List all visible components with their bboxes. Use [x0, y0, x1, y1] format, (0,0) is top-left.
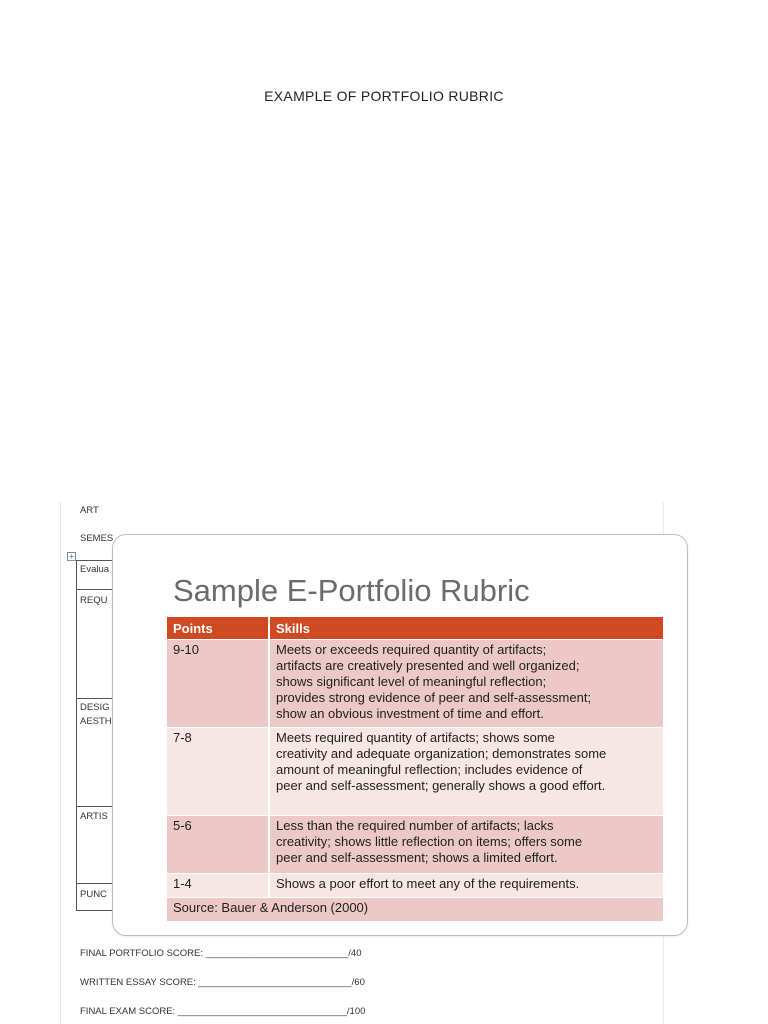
form-label-evaluation: Evalua [80, 564, 110, 575]
form-row-divider [76, 806, 112, 807]
skill-line: Shows a poor effort to meet any of the requirements. [276, 876, 580, 891]
rubric-row [167, 816, 663, 874]
form-table-left-border [76, 560, 77, 910]
score-max: /60 [351, 977, 365, 988]
form-table-top-border [76, 560, 112, 561]
skill-line: Less than the required number of artifacts; lacks [276, 818, 554, 833]
written-essay-score-row [80, 977, 365, 988]
points-header: Points [167, 617, 269, 640]
rubric-source-row [167, 898, 663, 922]
score-label: WRITTEN ESSAY SCORE: [80, 977, 199, 988]
final-portfolio-score-row [80, 948, 362, 959]
form-label-art: ART [80, 505, 99, 516]
form-table-bottom-border [76, 910, 112, 911]
points-cell: 1-4 [167, 874, 269, 898]
score-max: /100 [346, 1006, 366, 1017]
score-max: /40 [348, 948, 362, 959]
score-blank: _____________________________ [198, 977, 352, 988]
skills-cell [269, 874, 663, 898]
rubric-row [167, 874, 663, 898]
form-label-requirements: REQU [80, 595, 108, 606]
skill-line: peer and self-assessment; generally shows a good effort. [276, 778, 606, 793]
skills-header: Skills [269, 617, 663, 640]
points-cell: 9-10 [167, 640, 269, 728]
form-label-semester: SEMES [80, 533, 114, 544]
rubric-slide-card [112, 534, 688, 936]
rubric-header-row [167, 617, 663, 640]
form-label-design: DESIG [80, 702, 110, 713]
skills-cell [269, 640, 663, 728]
source-citation: Source: Bauer & Anderson (2000) [167, 898, 663, 922]
score-label: FINAL PORTFOLIO SCORE: [80, 948, 206, 959]
table-anchor-icon[interactable]: + [67, 552, 76, 561]
skill-line: Meets required quantity of artifacts; shows some [276, 730, 555, 745]
skill-line: peer and self-assessment; shows a limited effort. [276, 850, 558, 865]
skill-line: artifacts are creatively presented and well organized; [276, 658, 580, 673]
form-label-artistic: ARTIS [80, 811, 108, 822]
rubric-table [167, 617, 663, 921]
score-blank: ________________________________ [177, 1006, 347, 1017]
skills-cell [269, 816, 663, 874]
form-row-divider [76, 698, 112, 699]
skill-line: creativity and adequate organization; demonstrates some [276, 746, 607, 761]
form-row-divider [76, 589, 112, 590]
form-label-punctuality: PUNC [80, 889, 107, 900]
skill-line: provides strong evidence of peer and self-assessment; [276, 690, 592, 705]
skill-line: amount of meaningful reflection; includes evidence of [276, 762, 583, 777]
rubric-row [167, 640, 663, 728]
skill-line: creativity; shows little reflection on items; offers some [276, 834, 583, 849]
score-label: FINAL EXAM SCORE: [80, 1006, 178, 1017]
skill-line: show an obvious investment of time and effort. [276, 706, 544, 721]
points-cell: 7-8 [167, 728, 269, 816]
skill-line: shows significant level of meaningful reflection; [276, 674, 547, 689]
document-title: EXAMPLE OF PORTFOLIO RUBRIC [264, 88, 504, 104]
rubric-title: Sample E-Portfolio Rubric [173, 573, 530, 608]
form-label-aesthetics: AESTH [80, 716, 112, 727]
form-row-divider [76, 883, 112, 884]
points-cell: 5-6 [167, 816, 269, 874]
score-blank: ___________________________ [205, 948, 349, 959]
rubric-row [167, 728, 663, 816]
final-exam-score-row [80, 1006, 365, 1017]
skill-line: Meets or exceeds required quantity of artifacts; [276, 642, 547, 657]
skills-cell [269, 728, 663, 816]
